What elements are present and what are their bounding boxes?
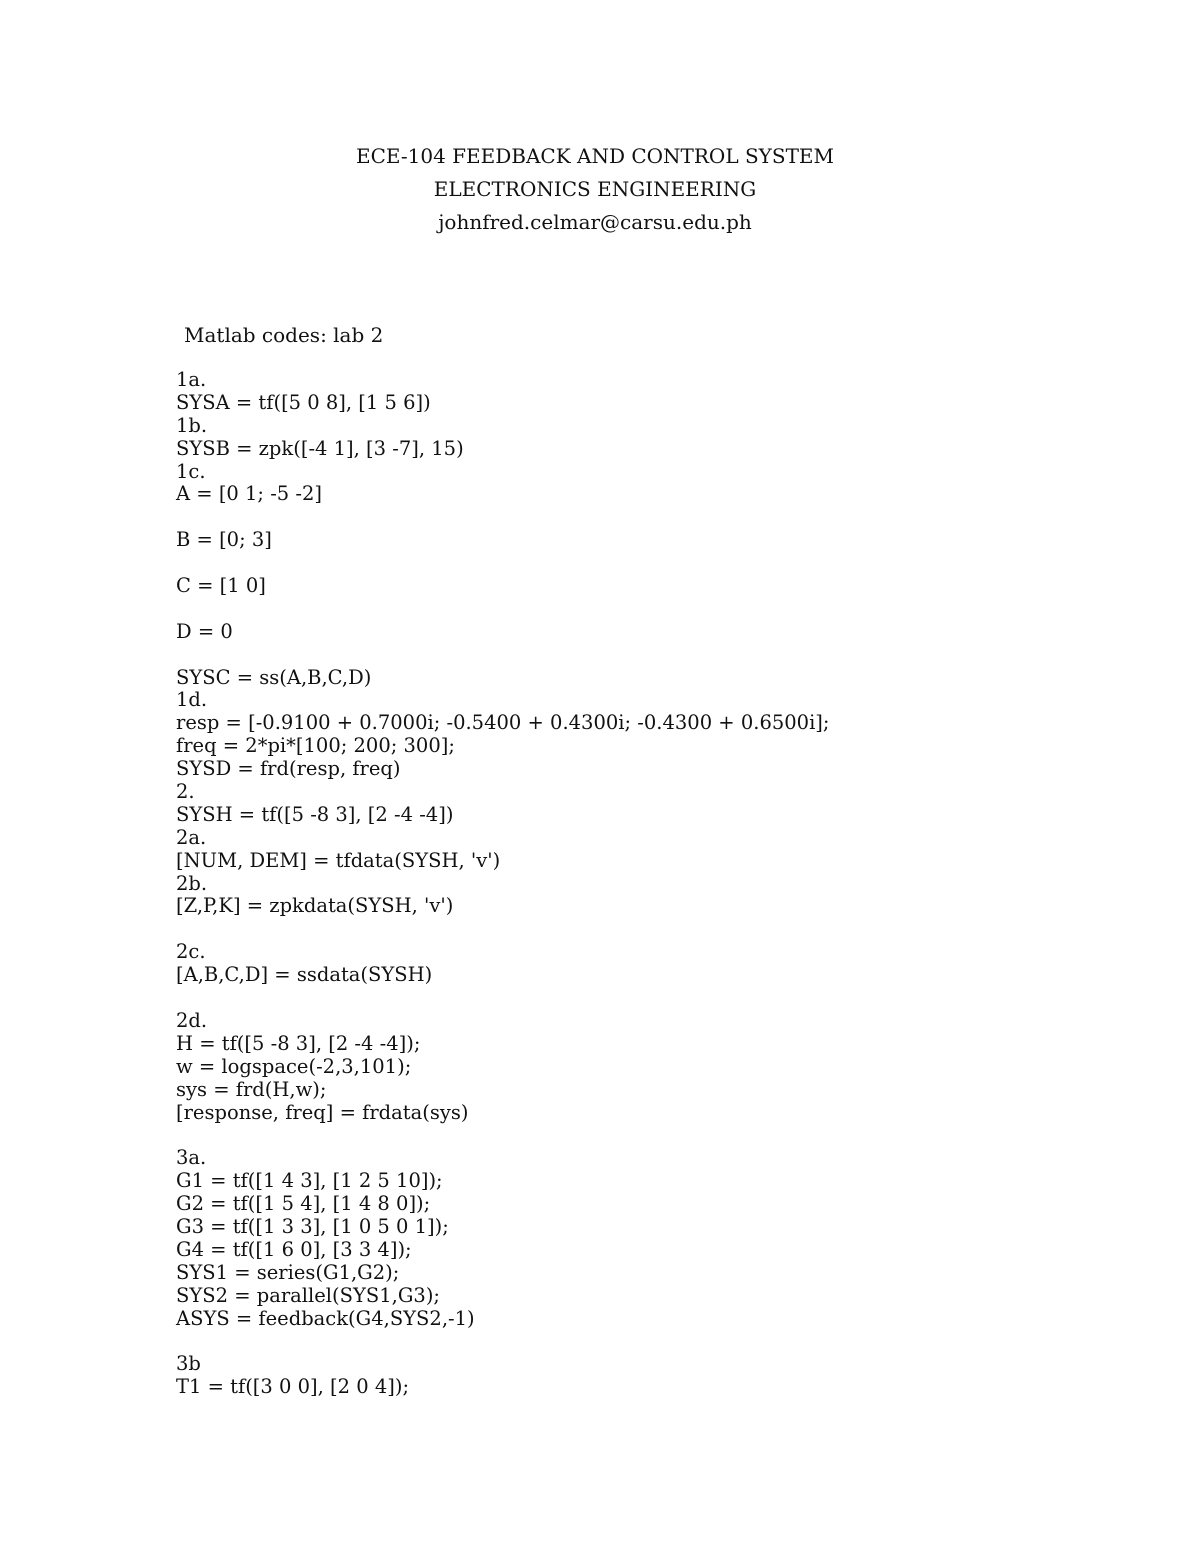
course-title: ECE-104 FEEDBACK AND CONTROL SYSTEM <box>355 144 834 168</box>
code-line: 2. <box>176 780 195 804</box>
code-line: [A,B,C,D] = ssdata(SYSH) <box>176 963 433 987</box>
author-email: johnfred.celmar@carsu.edu.ph <box>438 210 752 234</box>
code-line: SYSD = frd(resp, freq) <box>176 757 401 781</box>
code-line: [response, freq] = frdata(sys) <box>176 1100 469 1124</box>
code-line: sys = frd(H,w); <box>176 1077 327 1101</box>
code-line: [Z,P,K] = zpkdata(SYSH, 'v') <box>176 894 454 918</box>
document-header <box>0 140 1190 239</box>
code-line: 1d. <box>176 688 208 712</box>
code-line: G3 = tf([1 3 3], [1 0 5 0 1]); <box>176 1214 449 1238</box>
code-line: A = [0 1; -5 -2] <box>176 482 323 506</box>
code-block <box>176 369 829 1399</box>
code-line: SYSH = tf([5 -8 3], [2 -4 -4]) <box>176 802 454 826</box>
code-line: G2 = tf([1 5 4], [1 4 8 0]); <box>176 1192 431 1216</box>
code-line: 2d. <box>176 1008 208 1032</box>
code-line: 3b <box>176 1352 201 1376</box>
code-line: 2c. <box>176 940 206 964</box>
code-line: G1 = tf([1 4 3], [1 2 5 10]); <box>176 1169 443 1193</box>
code-line: H = tf([5 -8 3], [2 -4 -4]); <box>176 1031 421 1055</box>
code-line: C = [1 0] <box>176 574 266 598</box>
code-line: G4 = tf([1 6 0], [3 3 4]); <box>176 1237 412 1261</box>
code-line: 3a. <box>176 1146 207 1170</box>
code-line <box>176 987 829 1010</box>
code-line: ASYS = feedback(G4,SYS2,-1) <box>176 1306 475 1330</box>
code-line <box>176 506 829 529</box>
code-line: 2b. <box>176 871 208 895</box>
code-line <box>176 598 829 621</box>
code-line <box>176 552 829 575</box>
code-line <box>176 1330 829 1353</box>
code-line: w = logspace(-2,3,101); <box>176 1054 412 1078</box>
code-line: SYSA = tf([5 0 8], [1 5 6]) <box>176 390 431 414</box>
code-line: 1c. <box>176 459 206 483</box>
code-line: 2a. <box>176 825 207 849</box>
code-line: SYSB = zpk([-4 1], [3 -7], 15) <box>176 436 464 460</box>
code-line: resp = [-0.9100 + 0.7000i; -0.5400 + 0.4300i; -0.4300 + 0.6500i]; <box>176 711 830 735</box>
code-line: [NUM, DEM] = tfdata(SYSH, 'v') <box>176 848 501 872</box>
program-name: ELECTRONICS ENGINEERING <box>433 177 757 201</box>
code-line: freq = 2*pi*[100; 200; 300]; <box>176 734 455 758</box>
code-line: T1 = tf([3 0 0], [2 0 4]); <box>176 1375 410 1399</box>
code-line <box>176 1124 829 1147</box>
code-line <box>176 644 829 667</box>
code-line: SYSC = ss(A,B,C,D) <box>176 665 372 689</box>
code-line: SYS2 = parallel(SYS1,G3); <box>176 1283 441 1307</box>
code-line: 1a. <box>176 368 207 391</box>
code-line: D = 0 <box>176 619 233 643</box>
section-title: Matlab codes: lab 2 <box>184 323 384 347</box>
code-line: B = [0; 3] <box>176 528 272 552</box>
code-line <box>176 918 829 941</box>
code-line: SYS1 = series(G1,G2); <box>176 1260 400 1284</box>
code-line: 1b. <box>176 413 208 437</box>
